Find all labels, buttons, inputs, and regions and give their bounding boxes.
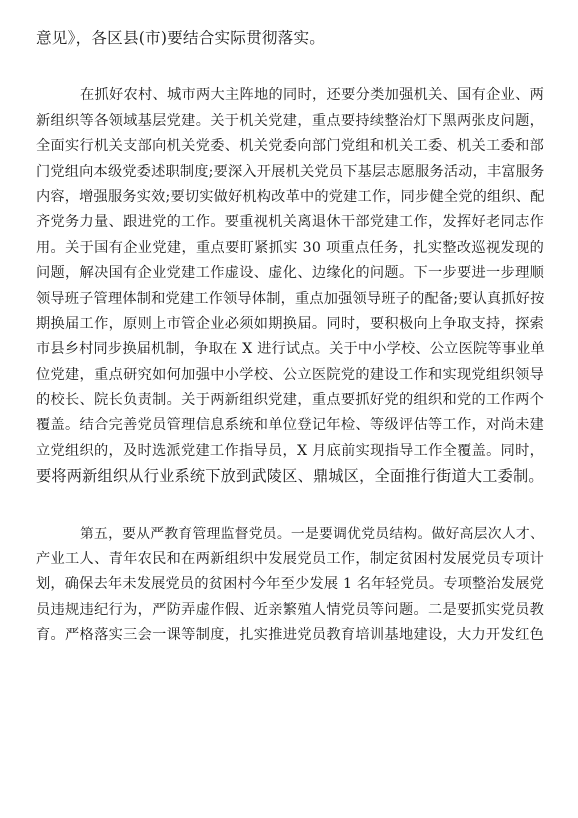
- text-line: 期换届工作，原则上市管企业必须如期换届。同时，要积极向上争取支持，探索: [36, 315, 544, 332]
- paragraph-gap: [36, 490, 544, 522]
- text-line: 问题，解决国有企业党建工作虚设、虚化、边缘化的问题。下一步要进一步理顺: [36, 265, 544, 282]
- paragraph-0: [36, 26, 544, 51]
- text-line: 立党组织的，及时选派党建工作指导员，X 月底前实现指导工作全覆盖。同时，: [36, 442, 544, 459]
- text-line: 员违规违纪行为，严防弄虚作假、近亲繁殖人情党员等问题。二是要抓实党员教: [36, 601, 544, 618]
- paragraph-1: [36, 83, 544, 489]
- text-line: 第五，要从严教育管理监督党员。一是要调优党员结构。做好高层次人才、: [80, 525, 544, 542]
- text-line: 用。关于国有企业党建，重点要盯紧抓实 30 项重点任务，扎实整改巡视发现的: [36, 239, 544, 256]
- text-line: 门党组向本级党委述职制度;要深入开展机关党员下基层志愿服务活动，丰富服务: [36, 163, 545, 180]
- text-line: 新组织等各领域基层党建。关于机关党建，重点要持续整治灯下黑两张皮问题，: [36, 112, 544, 129]
- text-line: 意见》，各区县(市)要结合实际贯彻落实。: [36, 29, 326, 47]
- text-line: 育。严格落实三会一课等制度，扎实推进党员教育培训基地建设，大力开发红色: [36, 627, 544, 644]
- text-line: 领导班子管理体制和党建工作领导体制，重点加强领导班子的配备;要认真抓好按: [36, 290, 545, 307]
- text-line: 的校长、院长负责制。关于两新组织党建，重点要抓好党的组织和党的工作两个: [36, 392, 544, 409]
- text-line: 齐党务力量、跟进党的工作。要重视机关离退休干部党建工作，发挥好老同志作: [36, 214, 544, 231]
- document-page: [36, 26, 544, 649]
- text-line: 要将两新组织从行业系统下放到武陵区、鼎城区，全面推行街道大工委制。: [36, 467, 544, 486]
- text-line: 在抓好农村、城市两大主阵地的同时，还要分类加强机关、国有企业、两: [80, 87, 544, 104]
- text-line: 位党建，重点研究如何加强中小学校、公立医院党的建设工作和实现党组织领导: [36, 366, 544, 383]
- text-line: 覆盖。结合完善党员管理信息系统和单位登记年检、等级评估等工作，对尚未建: [36, 417, 544, 434]
- text-line: 划，确保去年未发展党员的贫困村今年至少发展 1 名年轻党员。专项整治发展党: [36, 576, 544, 593]
- paragraph-2: [36, 522, 544, 649]
- text-line: 产业工人、青年农民和在两新组织中发展党员工作，制定贫困村发展党员专项计: [36, 551, 544, 568]
- text-line: 市县乡村同步换届机制，争取在 X 进行试点。关于中小学校、公立医院等事业单: [36, 341, 545, 358]
- text-line: 全面实行机关支部向机关党委、机关党委向部门党组和机关工委、机关工委和部: [36, 138, 544, 155]
- text-line: 内容，增强服务实效;要切实做好机构改革中的党建工作，同步健全党的组织、配: [36, 188, 545, 205]
- paragraph-gap: [36, 51, 544, 83]
